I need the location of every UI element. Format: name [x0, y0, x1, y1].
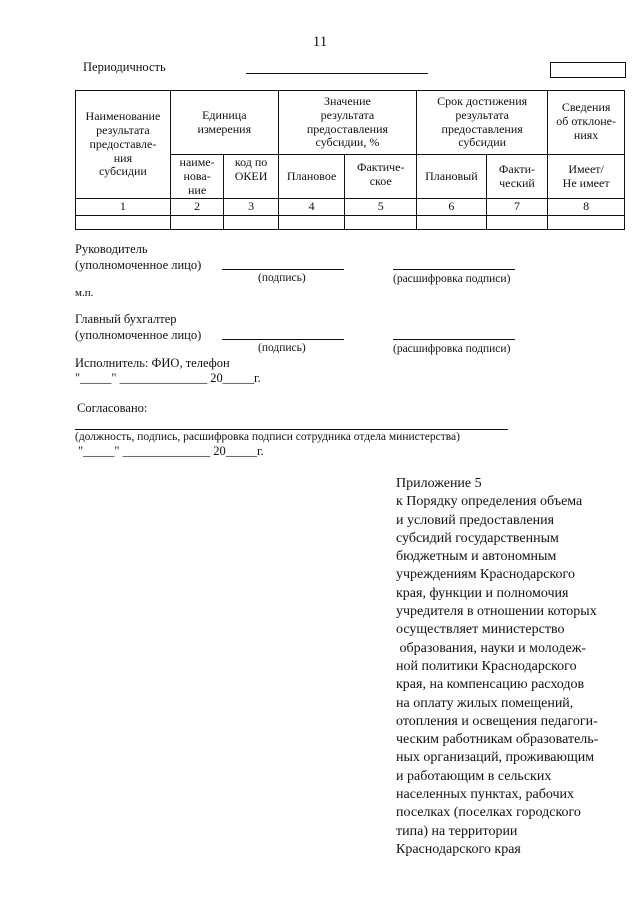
- subheader-value-plan: Плановое: [278, 155, 345, 199]
- annex-block: [396, 475, 626, 859]
- annex-line: и работающим в сельских: [396, 768, 552, 784]
- head-transcript-line: [393, 269, 515, 270]
- subheader-unit-name: наиме- нова- ние: [170, 155, 223, 199]
- annex-line: ческим работникам образователь-: [396, 732, 599, 748]
- header-deviation: Сведения об отклоне- ниях: [548, 91, 625, 155]
- header-value: Значение результата предоставления субсидии, %: [278, 91, 416, 155]
- subheader-term-fact: Факти- ческий: [486, 155, 548, 199]
- annex-line: населенных пунктах, рабочих: [396, 787, 575, 803]
- col-number: 7: [486, 199, 548, 216]
- annex-line: бюджетным и автономным: [396, 549, 557, 565]
- accountant-signature-caption: (подпись): [258, 342, 306, 354]
- periodicity-box: [550, 62, 626, 78]
- col-number: 2: [170, 199, 223, 216]
- page-number: 11: [312, 34, 328, 50]
- accountant-transcript-line: [393, 339, 515, 340]
- col-number: 5: [345, 199, 417, 216]
- col-number: 3: [224, 199, 279, 216]
- col-number: 1: [76, 199, 171, 216]
- agreed-caption: (должность, подпись, расшифровка подписи сотрудника отдела министерства): [75, 431, 460, 443]
- annex-line: края, функции и полномочия: [396, 585, 569, 601]
- col-number: 6: [417, 199, 487, 216]
- results-table: [75, 90, 625, 230]
- head-transcript-caption: (расшифровка подписи): [393, 273, 511, 285]
- header-term: Срок достижения результата предоставления субсидии: [417, 91, 548, 155]
- annex-line: осуществляет министерство: [396, 622, 565, 638]
- agreed-label: Согласовано:: [77, 401, 148, 415]
- stamp-label: м.п.: [75, 287, 94, 299]
- periodicity-label: Периодичность: [83, 60, 166, 74]
- annex-line: поселках (поселках городского: [396, 805, 581, 821]
- annex-line: края, на компенсацию расходов: [396, 677, 585, 693]
- annex-line: ных организаций, проживающим: [396, 750, 595, 766]
- table-row: [76, 216, 625, 230]
- head-label: Руководитель (уполномоченное лицо): [75, 242, 202, 272]
- annex-line: образования, науки и молодеж-: [396, 640, 587, 656]
- annex-line: отопления и освещения педагоги-: [396, 713, 598, 729]
- date-line: "_____" ______________ 20_____г.: [75, 371, 261, 385]
- annex-line: учредителя в отношении которых: [396, 604, 597, 620]
- annex-line: учреждениям Краснодарского: [396, 567, 575, 583]
- executor-label: Исполнитель: ФИО, телефон: [75, 356, 230, 370]
- annex-line: субсидий государственным: [396, 530, 559, 546]
- agreed-line: [75, 429, 508, 430]
- accountant-label: Главный бухгалтер (уполномоченное лицо): [75, 312, 202, 342]
- subheader-deviation: Имеет/ Не имеет: [548, 155, 625, 199]
- periodicity-line: [246, 73, 428, 74]
- annex-line: Краснодарского края: [396, 841, 521, 857]
- col-number: 4: [278, 199, 345, 216]
- head-signature-caption: (подпись): [258, 272, 306, 284]
- annex-line: Приложение 5: [396, 476, 482, 491]
- accountant-signature-line: [222, 339, 344, 340]
- head-signature-line: [222, 269, 344, 270]
- subheader-value-fact: Фактиче- ское: [345, 155, 417, 199]
- header-result-name: Наименование результата предоставле- ния субсидии: [76, 91, 171, 199]
- annex-line: на оплату жилых помещений,: [396, 695, 574, 711]
- col-number: 8: [548, 199, 625, 216]
- date-line-2: "_____" ______________ 20_____г.: [78, 444, 264, 458]
- annex-line: типа) на территории: [396, 823, 518, 839]
- accountant-transcript-caption: (расшифровка подписи): [393, 343, 511, 355]
- subheader-term-plan: Плановый: [417, 155, 487, 199]
- header-unit: Единица измерения: [170, 91, 278, 155]
- annex-line: к Порядку определения объема: [396, 494, 583, 510]
- annex-line: ной политики Краснодарского: [396, 658, 577, 674]
- annex-line: и условий предоставления: [396, 512, 555, 528]
- subheader-unit-code: код по ОКЕИ: [224, 155, 279, 199]
